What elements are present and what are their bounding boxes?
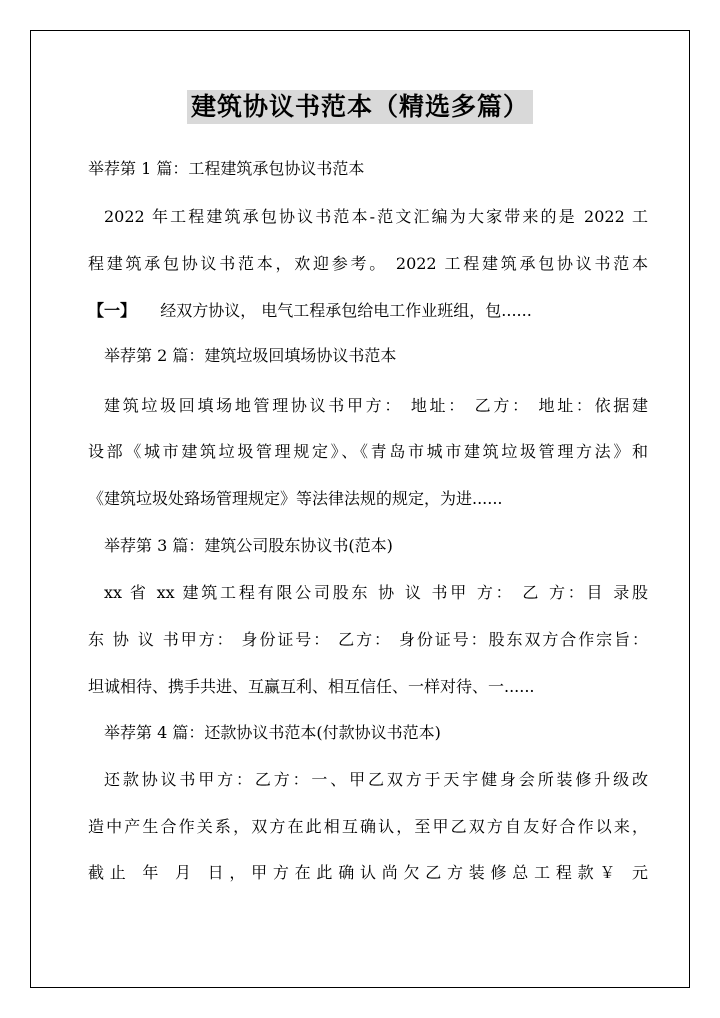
document-title: 建筑协议书范本（精选多篇） <box>187 90 533 124</box>
paragraph-line: 建筑垃圾回填场地管理协议书甲方： 地址： 乙方： 地址：依据建 <box>104 396 648 415</box>
paragraph-line <box>88 300 648 322</box>
paragraph-line: 程建筑承包协议书范本，欢迎参考。 2022 工程建筑承包协议书范本 <box>88 254 648 273</box>
paragraph-line: 2022 年工程建筑承包协议书范本-范文汇编为大家带来的是 2022 工 <box>104 207 648 226</box>
title-wrapper <box>0 90 720 124</box>
paragraph-text: 经双方协议， 电气工程承包给电工作业班组，包...... <box>160 301 532 320</box>
paragraph-line: 《建筑垃圾处臵场管理规定》等法律法规的规定，为进...... <box>88 489 503 508</box>
recommendation-heading-3: 举荐第 3 篇：建筑公司股东协议书(范本) <box>104 536 393 555</box>
paragraph-line: xx 省 xx 建筑工程有限公司股东 协 议 书甲 方： 乙 方：目 录股 <box>104 583 648 602</box>
paragraph-line: 设部《城市建筑垃圾管理规定》、《青岛市城市建筑垃圾管理方法》和 <box>88 442 648 461</box>
paragraph-line: 还款协议书甲方：乙方：一、甲乙双方于天宇健身会所装修升级改 <box>104 770 648 789</box>
recommendation-heading-1: 举荐第 1 篇：工程建筑承包协议书范本 <box>88 159 365 178</box>
recommendation-heading-2: 举荐第 2 篇：建筑垃圾回填场协议书范本 <box>104 346 397 365</box>
section-marker: 【一】 <box>88 301 137 320</box>
paragraph-line: 东 协 议 书甲方： 身份证号： 乙方： 身份证号：股东双方合作宗旨： <box>88 630 648 649</box>
paragraph-line: 坦诚相待、携手共进、互赢互利、相互信任、一样对待、一...... <box>88 677 535 696</box>
paragraph-line: 造中产生合作关系，双方在此相互确认，至甲乙双方自友好合作以来， <box>88 817 648 836</box>
paragraph-line: 截止 年 月 日，甲方在此确认尚欠乙方装修总工程款￥ 元 <box>88 863 648 882</box>
recommendation-heading-4: 举荐第 4 篇：还款协议书范本(付款协议书范本) <box>104 723 441 742</box>
